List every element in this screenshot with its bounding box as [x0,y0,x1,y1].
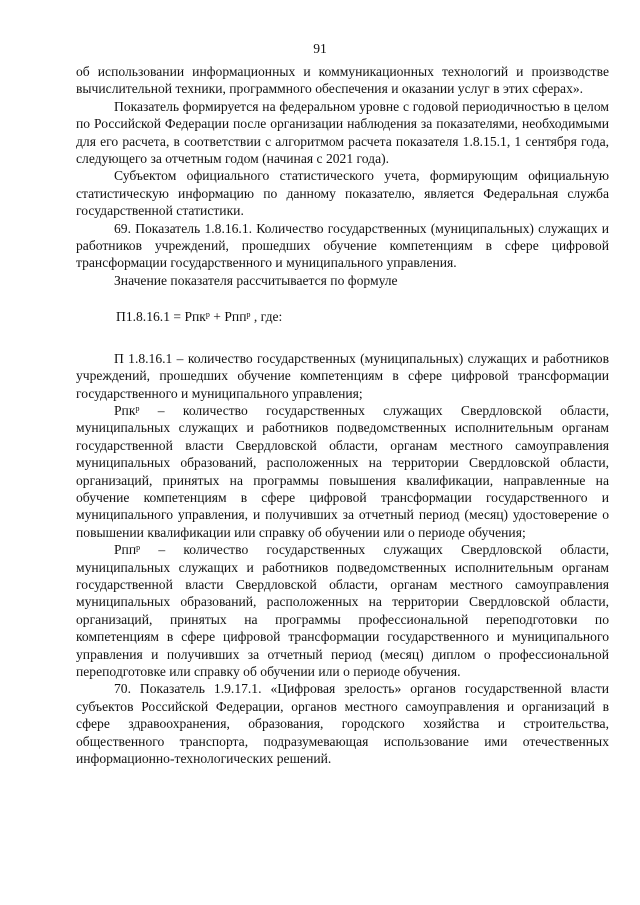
page-number: 91 [313,41,327,56]
formula-sup-2: р [246,310,251,320]
definition-rpp [76,541,609,680]
page-body [76,63,609,767]
definition-p: П 1.8.16.1 – количество государственных (муниципальных) служащих и работников учреждений, прошедших обучение компетенциям в сфере цифровой трансформации государственного и муниципального управления; [76,350,609,401]
paragraph-3: Субъектом официального статистического учета, формирующим официальную статистическую информацию по данному показателю, является Федеральная служба государственной статистики. [76,168,609,219]
definition-rpk-text: – количество государственных служащих Свердловской области, муниципальных служащих и работников подведомственных исполнительным органам государственной власти Свердловской области, органам местного самоуправления муниципальных образований, расположенных на территории Свердловской области, организаций, принятых на программы повышения квалификации, направленные на обучение компетенциям в сфере цифровой трансформации государственного и муниципального управления, и получивших за отчетный период (месяц) удостоверение о повышении квалификации или справку об обучении или о периоде обучения; [76,402,609,540]
definition-rpk [76,402,609,541]
paragraph-1: об использовании информационных и коммуникационных технологий и производстве вычислительной техники, программного обеспечения и оказании услуг в этих сферах». [76,64,609,97]
formula-left: П1.8.16.1 = Рпк [116,309,206,325]
indicator-69-heading: 69. Показатель 1.8.16.1. Количество государственных (муниципальных) служащих и работников учреждений, прошедших обучение компетенциям в сфере цифровой трансформации государственного и муниципального управления. [76,220,609,271]
term-rpk-sup: р [135,403,140,413]
formula-intro: Значение показателя рассчитывается по формуле [114,272,398,288]
term-rpp-sup: р [136,543,141,553]
formula-tail: , где: [250,309,283,325]
definition-rpp-text: – количество государственных служащих Свердловской области, муниципальных служащих и работников подведомственных исполнительным органам государственной власти Свердловской области, органам местного самоуправления муниципальных образований, расположенных на территории Свердловской области, организаций, принятых на программы профессиональной переподготовки по компетенциям в сфере цифровой трансформации государственного и муниципального управления и получивших за отчетный период (месяц) диплом о профессиональной переподготовке или справку об обучении или о периоде обучения. [76,542,609,679]
term-rpk: Рпк [114,402,136,418]
indicator-70-heading: 70. Показатель 1.9.17.1. «Цифровая зрелость» органов государственной власти субъектов Российской Федерации, органов местного самоуправления и организаций в сфере здравоохранения, образования, городского хозяйства и строительства, общественного транспорта, подразумевающая использование ими отечественных информационно-технологических решений. [76,681,609,767]
term-rpp: Рпп [114,542,137,558]
formula [76,308,609,325]
paragraph-2: Показатель формируется на федеральном уровне с годовой периодичностью в целом по Российской Федерации после организации наблюдения за показателями, необходимыми для его расчета, в соответствии с алгоритмом расчета показателя 1.8.15.1, 1 сентября года, следующего за отчетным годом (начиная с 2021 года). [76,98,609,167]
formula-mid: + Рпп [209,309,247,325]
formula-sup-1: р [205,310,210,320]
